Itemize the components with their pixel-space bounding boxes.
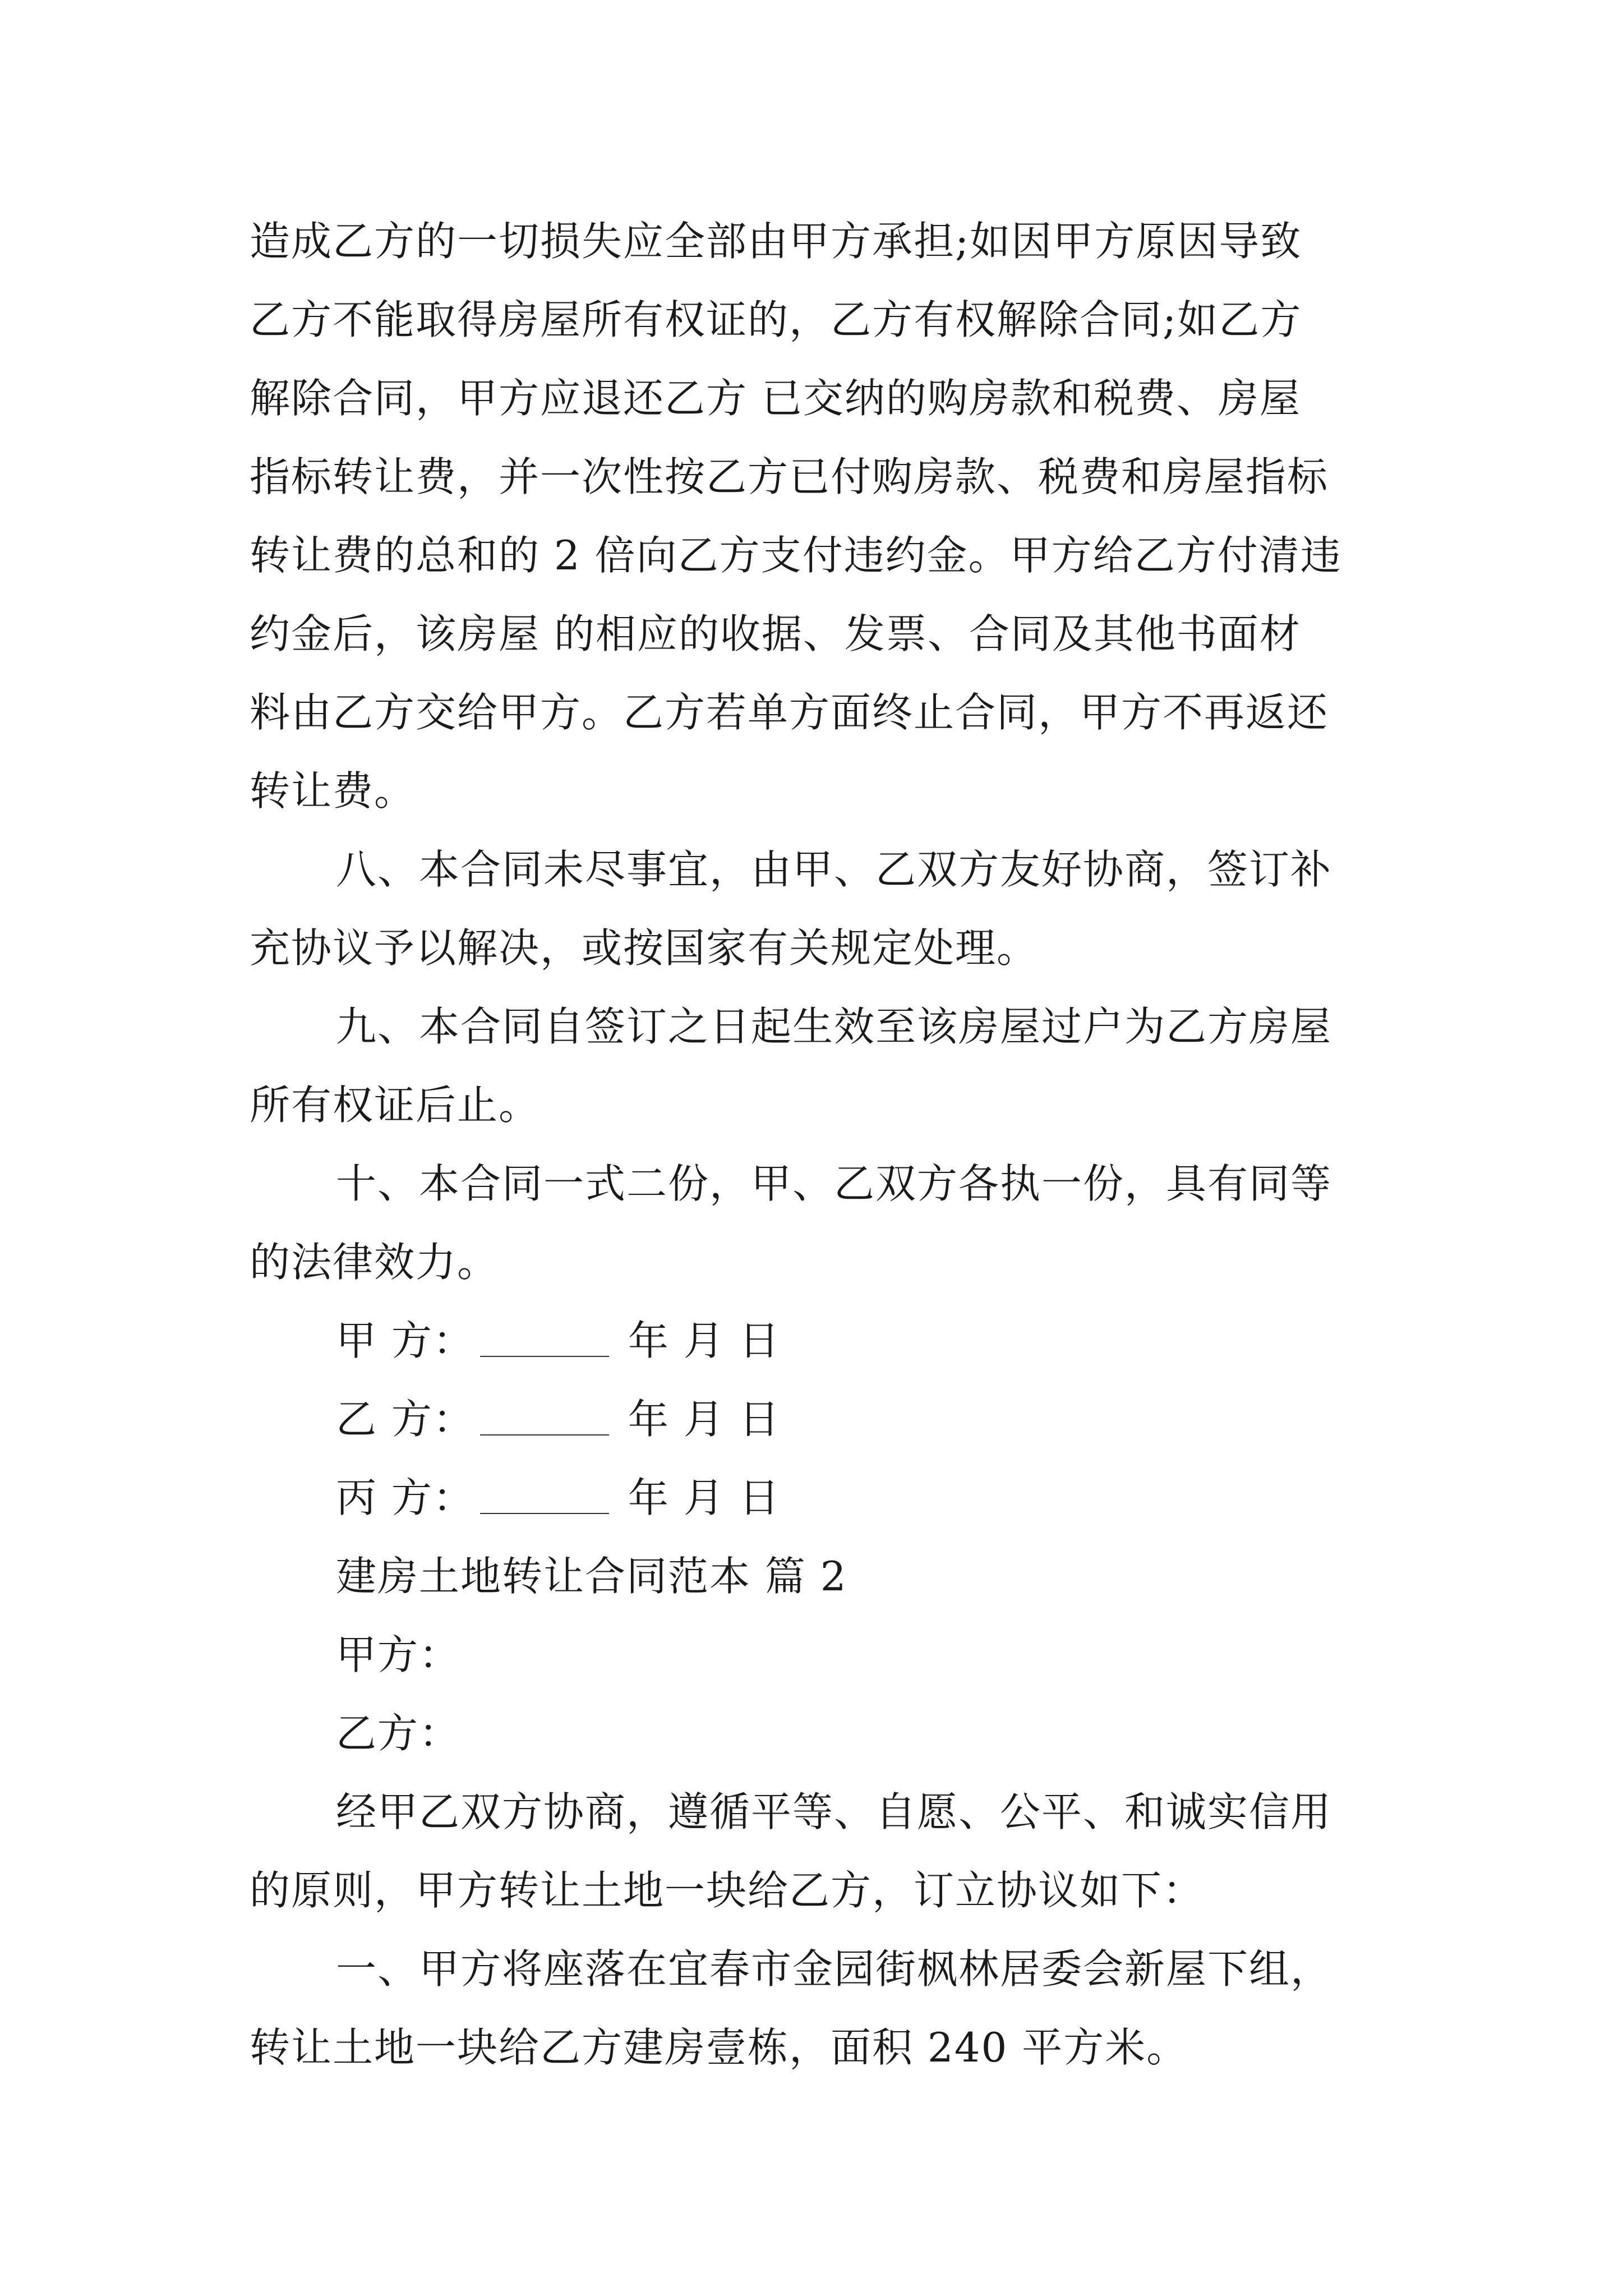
signature-party-b (250, 1380, 1388, 1458)
paragraph-line: 的原则，甲方转让土地一块给乙方，订立协议如下： (250, 1867, 1205, 1914)
paragraph-line: 料由乙方交给甲方。乙方若单方面终止合同，甲方不再返还 (250, 689, 1329, 736)
signature-date: 年 月 日 (628, 1474, 781, 1521)
signature-party-c (250, 1458, 1388, 1537)
signature-label: 丙 方： (336, 1474, 474, 1521)
paragraph-line: 转让土地一块给乙方建房壹栋，面积 240 平方米。 (250, 2024, 1188, 2071)
party-a-label: 甲方： (336, 1631, 461, 1678)
paragraph-line: 所有权证后止。 (250, 1082, 541, 1129)
signature-date: 年 月 日 (628, 1396, 781, 1443)
signature-blank (480, 1434, 609, 1435)
paragraph-line: 解除合同，甲方应退还乙方 已交纳的购房款和税费、房屋 (250, 375, 1301, 422)
paragraph-line: 指标转让费，并一次性按乙方已付购房款、税费和房屋指标 (250, 453, 1329, 500)
paragraph-line: 造成乙方的一切损失应全部由甲方承担;如因甲方原因导致 (250, 218, 1302, 265)
clause-eight-line: 八、本合同未尽事宜，由甲、乙双方友好协商，签订补 (336, 846, 1332, 893)
paragraph-line: 充协议予以解决，或按国家有关规定处理。 (250, 924, 1039, 972)
paragraph-line: 乙方不能取得房屋所有权证的，乙方有权解除合同;如乙方 (250, 296, 1302, 343)
signature-blank (480, 1356, 609, 1357)
paragraph-line: 转让费的总和的 2 倍向乙方支付违约金。甲方给乙方付清违 (250, 532, 1342, 579)
signature-label: 乙 方： (336, 1396, 474, 1443)
clause-nine-line: 九、本合同自签订之日起生效至该房屋过户为乙方房屋 (336, 1003, 1332, 1050)
paragraph-line: 经甲乙双方协商，遵循平等、自愿、公平、和诚实信用 (336, 1788, 1332, 1835)
paragraph-line: 的法律效力。 (250, 1239, 499, 1286)
signature-party-a (250, 1301, 1388, 1380)
paragraph-line: 约金后，该房屋 的相应的收据、发票、合同及其他书面材 (250, 610, 1301, 657)
signature-label: 甲 方： (336, 1317, 474, 1364)
clause-one-line: 一、甲方将座落在宜春市金园街枫林居委会新屋下组， (336, 1945, 1332, 1993)
signature-date: 年 月 日 (628, 1317, 781, 1364)
clause-ten-line: 十、本合同一式二份，甲、乙双方各执一份，具有同等 (336, 1160, 1332, 1207)
section-title: 建房土地转让合同范本 篇 2 (336, 1553, 847, 1600)
party-b-label: 乙方： (336, 1710, 461, 1757)
signature-blank (480, 1513, 609, 1514)
paragraph-line: 转让费。 (250, 767, 416, 815)
document-body (250, 202, 1388, 2087)
